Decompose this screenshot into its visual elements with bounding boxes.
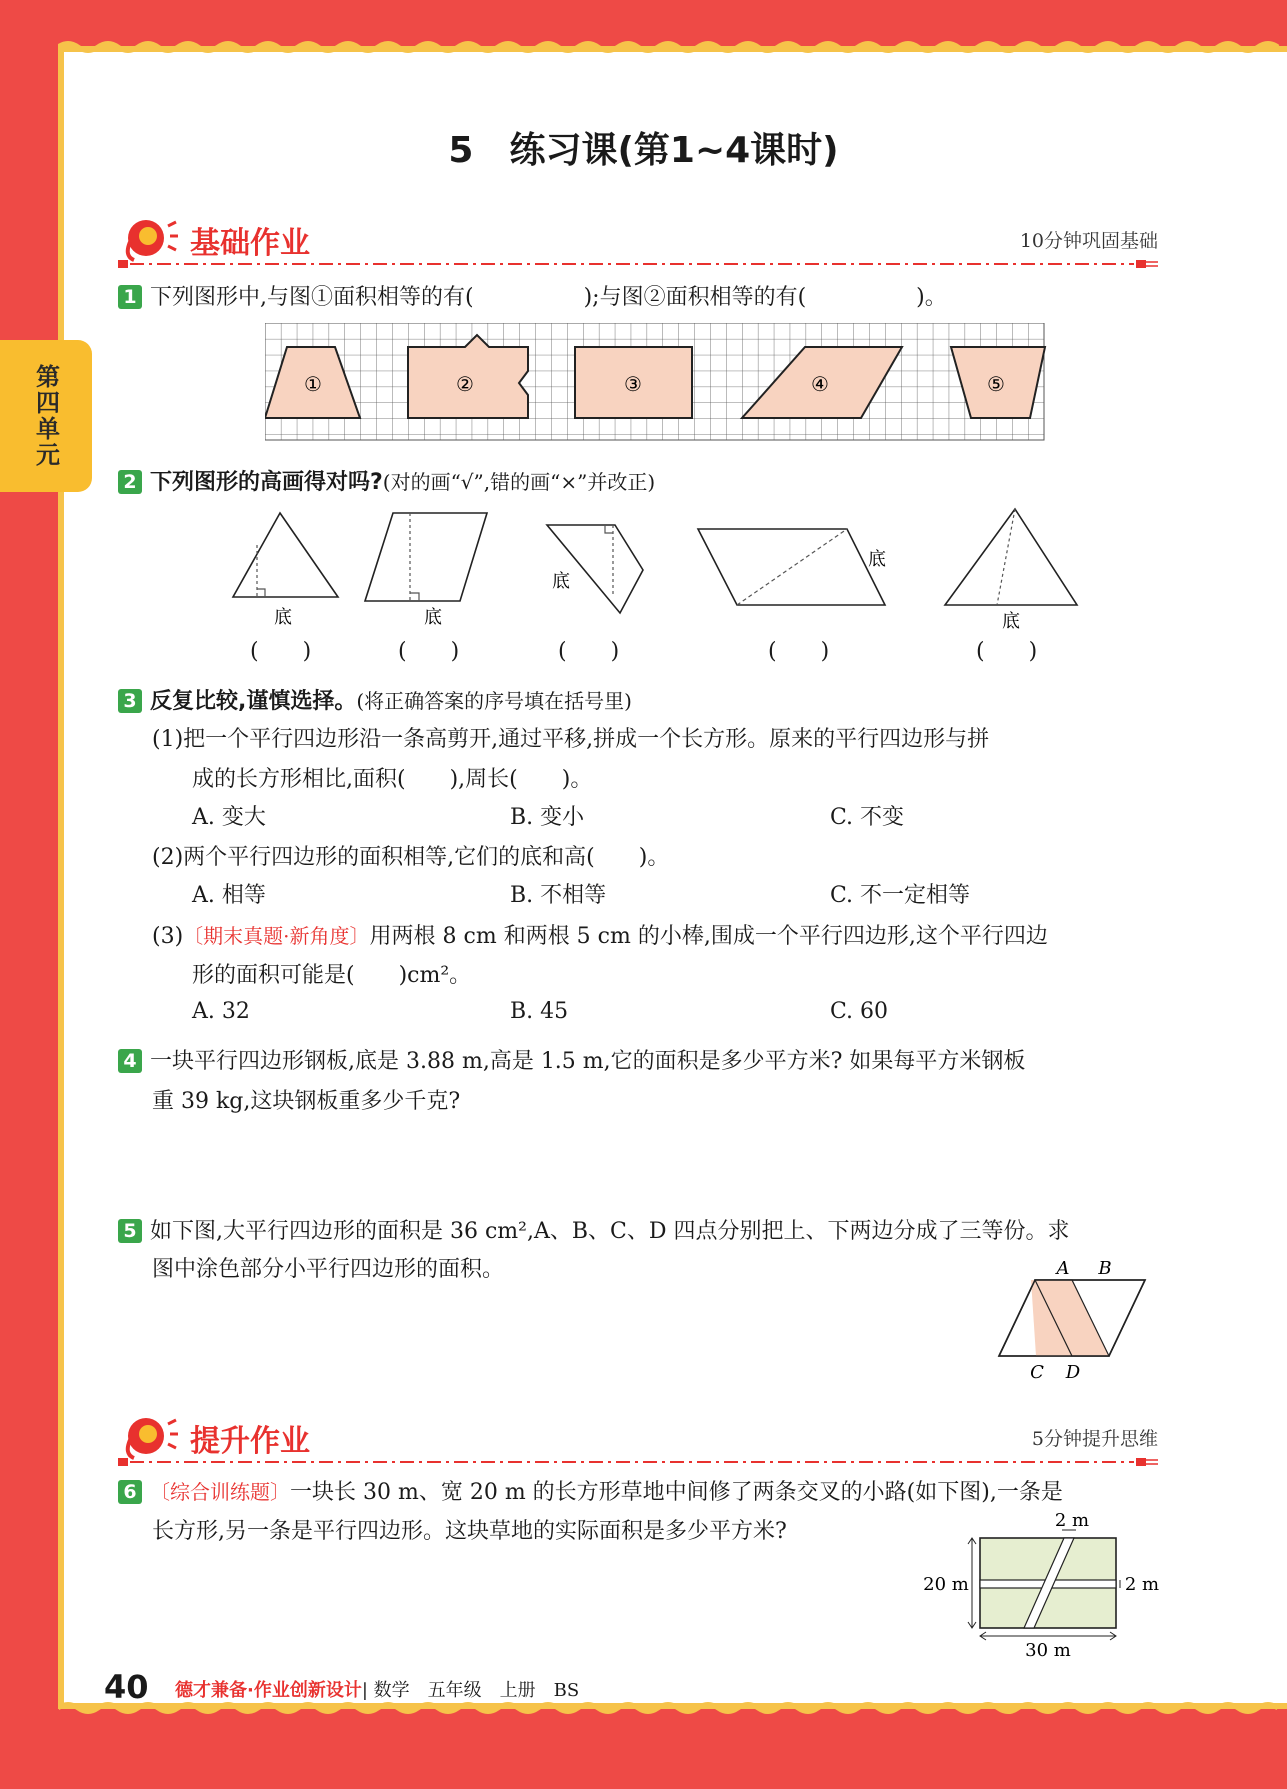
unit-side-tab-label: 第四单元 xyxy=(31,364,60,468)
q1-label-5: ⑤ xyxy=(987,372,1005,396)
question-4 xyxy=(118,1042,1168,1082)
q3-part3-prefix: (3) xyxy=(152,924,184,949)
q3-part3-option-a: A. 32 xyxy=(192,999,250,1024)
q1-grid-figure xyxy=(265,323,1047,443)
q2-fig3-base: 底 xyxy=(552,571,570,592)
q2-answer-4[interactable]: ( ) xyxy=(768,639,830,664)
top-wave-border xyxy=(58,40,1287,54)
q3-part3-text: 用两根 8 cm 和两根 5 cm 的小棒,围成一个平行四边形,这个平行四边 xyxy=(369,924,1048,949)
q6-dim-bottom: 30 m xyxy=(1025,1640,1071,1660)
question-3-note: (将正确答案的序号填在括号里) xyxy=(356,689,632,713)
q3-part1-line1: (1)把一个平行四边形沿一条高剪开,通过平移,拼成一个长方形。原来的平行四边形与拼 xyxy=(152,727,990,752)
footer-brand: 德才兼备·作业创新设计 xyxy=(175,1680,362,1701)
question-3-title: 反复比较,谨慎选择。 xyxy=(150,689,357,714)
section-advanced-time: 5分钟提升思维 xyxy=(1031,1428,1158,1450)
question-2-note: (对的画“√”,错的画“×”并改正) xyxy=(382,470,656,494)
q3-part1-line2: 成的长方形相比,面积( ),周长( )。 xyxy=(192,767,593,792)
q2-answer-5[interactable]: ( ) xyxy=(976,639,1038,664)
q2-answer-1[interactable]: ( ) xyxy=(250,639,312,664)
q2-fig1-base: 底 xyxy=(274,607,292,628)
q6-dim-top: 2 m xyxy=(1054,1510,1090,1531)
question-4-line1: 一块平行四边形钢板,底是 3.88 m,高是 1.5 m,它的面积是多少平方米? 如果每平方米钢板 xyxy=(150,1049,1026,1074)
q5-point-c: C xyxy=(1030,1362,1044,1383)
q2-fig2-base: 底 xyxy=(424,607,442,628)
q2-figures xyxy=(225,505,1085,660)
q5-point-d: D xyxy=(1065,1362,1081,1383)
section-advanced-header xyxy=(118,1410,1158,1470)
question-5-line1: 如下图,大平行四边形的面积是 36 cm²,A、B、C、D 四点分别把上、下两边分成了三等份。求 xyxy=(150,1219,1070,1244)
question-1 xyxy=(118,278,1168,318)
question-3-number: 3 xyxy=(118,689,142,713)
page-title: 5 练习课(第1~4课时) xyxy=(448,130,839,171)
question-2-title: 下列图形的高画得对吗? xyxy=(150,470,383,495)
q2-answer-2[interactable]: ( ) xyxy=(398,639,460,664)
question-5 xyxy=(118,1212,1168,1252)
section-basic-header xyxy=(118,212,1158,272)
section-basic-title: 基础作业 xyxy=(190,226,310,261)
section-advanced-divider xyxy=(118,1456,1158,1466)
q1-label-3: ③ xyxy=(624,372,642,396)
question-4-line2: 重 39 kg,这块钢板重多少千克? xyxy=(152,1089,461,1114)
question-2 xyxy=(118,462,1168,503)
q3-part1-option-c: C. 不变 xyxy=(830,805,905,830)
footer-info xyxy=(175,1676,579,1702)
q1-label-4: ④ xyxy=(811,372,829,396)
q2-answer-3[interactable]: ( ) xyxy=(558,639,620,664)
q3-part1-option-b: B. 变小 xyxy=(510,805,585,830)
q3-part2-option-a: A. 相等 xyxy=(192,883,266,908)
question-6-line1: 一块长 30 m、宽 20 m 的长方形草地中间修了两条交叉的小路(如下图),一条是 xyxy=(290,1480,1063,1505)
q5-point-b: B xyxy=(1098,1258,1112,1279)
question-6-number: 6 xyxy=(118,1480,142,1504)
bottom-wave-border xyxy=(58,1701,1287,1715)
q3-part2-option-b: B. 不相等 xyxy=(510,883,607,908)
q1-label-1: ① xyxy=(304,372,322,396)
q3-part2-option-c: C. 不一定相等 xyxy=(830,883,971,908)
question-4-number: 4 xyxy=(118,1049,142,1073)
section-basic-divider xyxy=(118,258,1158,268)
question-5-line2: 图中涂色部分小平行四边形的面积。 xyxy=(152,1257,505,1282)
q2-fig4-base: 底 xyxy=(868,549,886,570)
question-6-line2: 长方形,另一条是平行四边形。这块草地的实际面积是多少平方米? xyxy=(152,1519,787,1544)
footer-book-info: | 数学 五年级 上册 BS xyxy=(361,1680,580,1701)
q3-part3-line1 xyxy=(152,918,1048,955)
question-1-text: 下列图形中,与图①面积相等的有( );与图②面积相等的有( )。 xyxy=(150,285,947,310)
q3-part3-tag: 〔期末真题·新角度〕 xyxy=(183,924,370,948)
q5-parallelogram-figure xyxy=(995,1256,1155,1386)
question-6-tag: 〔综合训练题〕 xyxy=(150,1480,290,1504)
q1-label-2: ② xyxy=(456,372,474,396)
section-advanced-title: 提升作业 xyxy=(190,1424,310,1459)
q2-fig5-base: 底 xyxy=(1002,611,1020,632)
page-number: 40 xyxy=(104,1668,149,1706)
question-1-number: 1 xyxy=(118,285,142,309)
q3-part3-line2: 形的面积可能是( )cm²。 xyxy=(192,963,472,988)
q6-dim-right: 2 m xyxy=(1124,1574,1160,1595)
unit-side-tab xyxy=(0,340,92,492)
q5-point-a: A xyxy=(1056,1258,1070,1279)
question-6 xyxy=(118,1472,1168,1513)
section-basic-time: 10分钟巩固基础 xyxy=(1019,230,1158,252)
q6-lawn-figure xyxy=(922,1508,1162,1660)
q3-part2-line1: (2)两个平行四边形的面积相等,它们的底和高( )。 xyxy=(152,845,670,870)
question-3 xyxy=(118,681,1168,722)
q6-dim-left: 20 m xyxy=(923,1574,969,1595)
question-2-number: 2 xyxy=(118,470,142,494)
q3-part3-option-b: B. 45 xyxy=(510,999,569,1024)
q3-part1-option-a: A. 变大 xyxy=(192,805,266,830)
q3-part3-option-c: C. 60 xyxy=(830,999,889,1024)
question-5-number: 5 xyxy=(118,1219,142,1243)
